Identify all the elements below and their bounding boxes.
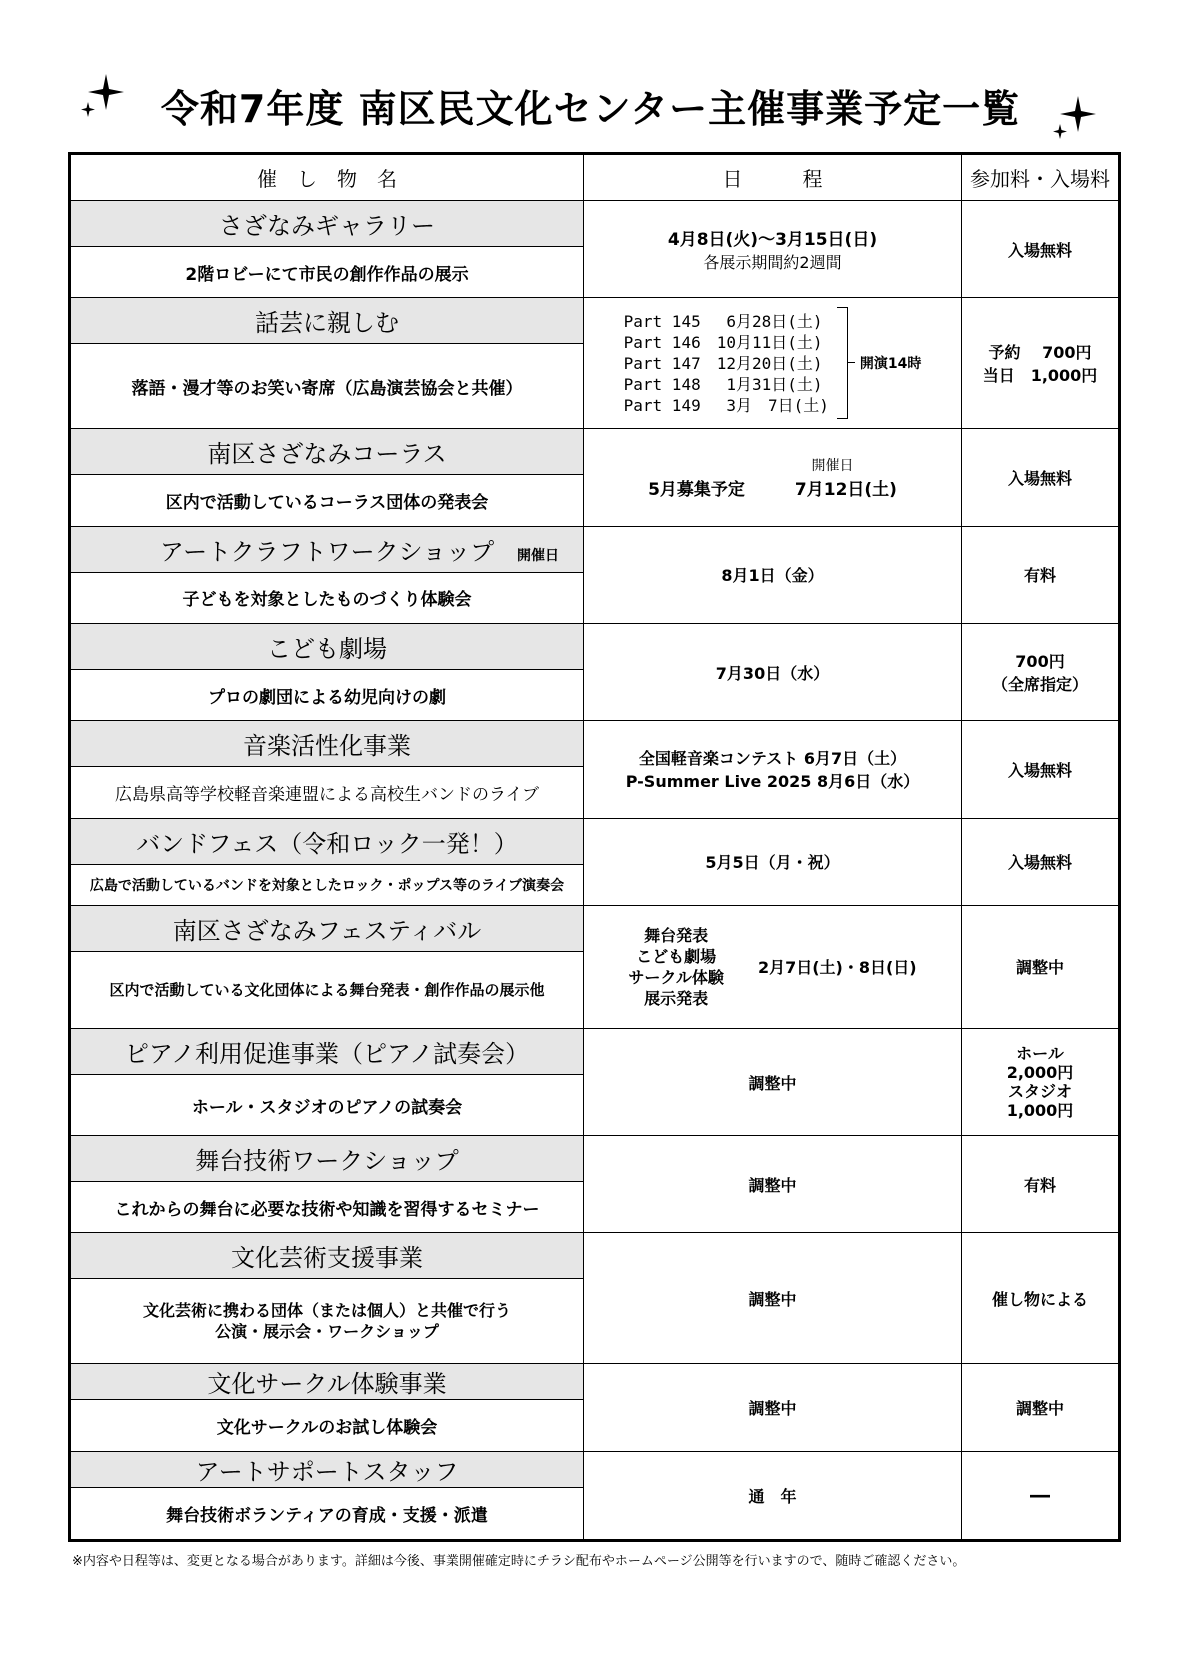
event-desc: 舞台技術ボランティアの育成・支援・派遣 xyxy=(70,1487,584,1540)
event-name: 音楽活性化事業 xyxy=(70,721,584,767)
event-fee: 入場無料 xyxy=(962,818,1120,905)
event-desc: 2階ロビーにて市民の創作作品の展示 xyxy=(70,247,584,298)
schedule-label: 開催日 xyxy=(811,457,854,474)
event-fee: 催し物による xyxy=(962,1233,1120,1364)
event-name: 舞台技術ワークショップ xyxy=(70,1136,584,1182)
festival-item: 展示発表 xyxy=(644,988,709,1008)
event-name: さざなみギャラリー xyxy=(70,201,584,247)
table-row xyxy=(70,526,1120,572)
event-name: 話芸に親しむ xyxy=(70,298,584,344)
event-fee: 入場無料 xyxy=(962,721,1120,818)
table-row xyxy=(70,1136,1120,1182)
event-name: バンドフェス（令和ロック一発！） xyxy=(70,818,584,864)
event-fee: 有料 xyxy=(962,526,1120,623)
fee-line: 1,000円 xyxy=(1006,1101,1074,1121)
schedule-text: 5月募集予定 xyxy=(648,479,745,500)
schedule-text: 7月12日(土) xyxy=(794,479,897,500)
event-desc xyxy=(70,1279,584,1364)
event-schedule: 調整中 xyxy=(584,1233,962,1364)
event-fee: 入場無料 xyxy=(962,201,1120,298)
event-desc: プロの劇団による幼児向けの劇 xyxy=(70,669,584,720)
event-name: 文化芸術支援事業 xyxy=(70,1233,584,1279)
event-name: こども劇場 xyxy=(70,623,584,669)
event-schedule: 調整中 xyxy=(584,1028,962,1135)
table-row xyxy=(70,818,1120,864)
event-schedule: 5月5日（月・祝） xyxy=(584,818,962,905)
event-desc: 区内で活動しているコーラス団体の発表会 xyxy=(70,475,584,526)
part-item: Part 146 10月11日(土) xyxy=(623,332,823,352)
table-row xyxy=(70,906,1120,952)
event-schedule: 通 年 xyxy=(584,1451,962,1540)
schedule-text: 4月8日(火)～3月15日(日) xyxy=(667,230,878,251)
event-schedule xyxy=(584,201,962,298)
event-name: アートサポートスタッフ xyxy=(70,1451,584,1487)
table-row xyxy=(70,1451,1120,1487)
event-fee xyxy=(962,1028,1120,1135)
fee-line: 当日 1,000円 xyxy=(982,366,1098,386)
event-schedule xyxy=(584,906,962,1029)
event-schedule xyxy=(584,429,962,526)
footnote: ※内容や日程等は、変更となる場合があります。詳細は今後、事業開催確定時にチラシ配布やホームページ公開等を行いますので、随時ご確認ください。 xyxy=(72,1554,966,1569)
event-schedule xyxy=(584,298,962,429)
bracket xyxy=(837,307,848,419)
event-desc: 広島で活動しているバンドを対象としたロック・ポップス等のライブ演奏会 xyxy=(70,864,584,905)
fee-line: （全席指定） xyxy=(991,675,1088,695)
header-schedule: 日 程 xyxy=(584,154,962,201)
parts-list xyxy=(624,311,829,416)
event-schedule: 7月30日（水） xyxy=(584,623,962,720)
event-desc-line: 文化芸術に携わる団体（または個人）と共催で行う xyxy=(142,1301,511,1321)
festival-item: こども劇場 xyxy=(636,946,717,966)
event-schedule xyxy=(584,721,962,818)
event-schedule: 8月1日（金） xyxy=(584,526,962,623)
event-fee: ― xyxy=(962,1451,1120,1540)
event-schedule: 調整中 xyxy=(584,1364,962,1451)
header-name: 催 し 物 名 xyxy=(70,154,584,201)
page-title: 令和7年度 南区民文化センター主催事業予定一覧 xyxy=(160,87,1021,131)
event-fee xyxy=(962,298,1120,429)
event-desc: 子どもを対象としたものづくり体験会 xyxy=(70,572,584,623)
event-schedule: 調整中 xyxy=(584,1136,962,1233)
fee-line: ホール xyxy=(1016,1044,1064,1064)
schedule-text: P-Summer Live 2025 8月6日（水） xyxy=(625,772,920,792)
festival-items xyxy=(628,925,724,1009)
parts-note: 開演14時 xyxy=(859,356,922,373)
festival-item: サークル体験 xyxy=(628,967,724,987)
event-name: ピアノ利用促進事業（ピアノ試奏会） xyxy=(70,1028,584,1074)
table-row xyxy=(70,1028,1120,1074)
event-desc: ホール・スタジオのピアノの試奏会 xyxy=(70,1074,584,1135)
event-desc: 広島県高等学校軽音楽連盟による高校生バンドのライブ xyxy=(70,767,584,818)
event-name: 南区さざなみフェスティバル xyxy=(70,906,584,952)
table-row xyxy=(70,201,1120,247)
header-fee: 参加料・入場料 xyxy=(962,154,1120,201)
event-name: 文化サークル体験事業 xyxy=(70,1364,584,1400)
schedule-text: 全国軽音楽コンテスト 6月7日（土） xyxy=(638,749,907,769)
table-row xyxy=(70,429,1120,475)
event-desc: 文化サークルのお試し体験会 xyxy=(70,1400,584,1451)
event-name: アートクラフトワークショップ xyxy=(159,537,495,566)
event-desc-line: 公演・展示会・ワークショップ xyxy=(215,1322,439,1342)
event-name: 南区さざなみコーラス xyxy=(70,429,584,475)
table-row xyxy=(70,623,1120,669)
fee-line: スタジオ xyxy=(1007,1082,1072,1102)
event-table xyxy=(68,152,1121,1542)
event-name-cell xyxy=(70,526,584,572)
table-row xyxy=(70,298,1120,344)
table-row xyxy=(70,1233,1120,1279)
schedule-note: 各展示期間約2週間 xyxy=(703,253,842,273)
fee-line: 2,000円 xyxy=(1006,1063,1074,1083)
schedule-text: 2月7日(土)・8日(日) xyxy=(757,958,917,978)
festival-item: 舞台発表 xyxy=(644,925,709,945)
part-item: Part 148 1月31日(土) xyxy=(623,374,823,394)
table-row xyxy=(70,1364,1120,1400)
fee-line: 予約 700円 xyxy=(988,343,1092,363)
event-name-note: 開催日 xyxy=(517,547,559,564)
event-fee: 調整中 xyxy=(962,1364,1120,1451)
part-item: Part 145 6月28日(土) xyxy=(623,311,823,331)
event-fee xyxy=(962,623,1120,720)
event-desc: これからの舞台に必要な技術や知識を習得するセミナー xyxy=(70,1182,584,1233)
part-item: Part 149 3月 7日(土) xyxy=(623,395,829,415)
fee-line: 700円 xyxy=(1015,652,1065,672)
table-header-row xyxy=(70,154,1120,201)
event-desc: 落語・漫才等のお笑い寄席（広島演芸協会と共催） xyxy=(70,344,584,429)
event-fee: 有料 xyxy=(962,1136,1120,1233)
part-item: Part 147 12月20日(土) xyxy=(623,353,823,373)
table-row xyxy=(70,721,1120,767)
event-fee: 調整中 xyxy=(962,906,1120,1029)
event-fee: 入場無料 xyxy=(962,429,1120,526)
event-desc: 区内で活動している文化団体による舞台発表・創作作品の展示他 xyxy=(70,952,584,1029)
